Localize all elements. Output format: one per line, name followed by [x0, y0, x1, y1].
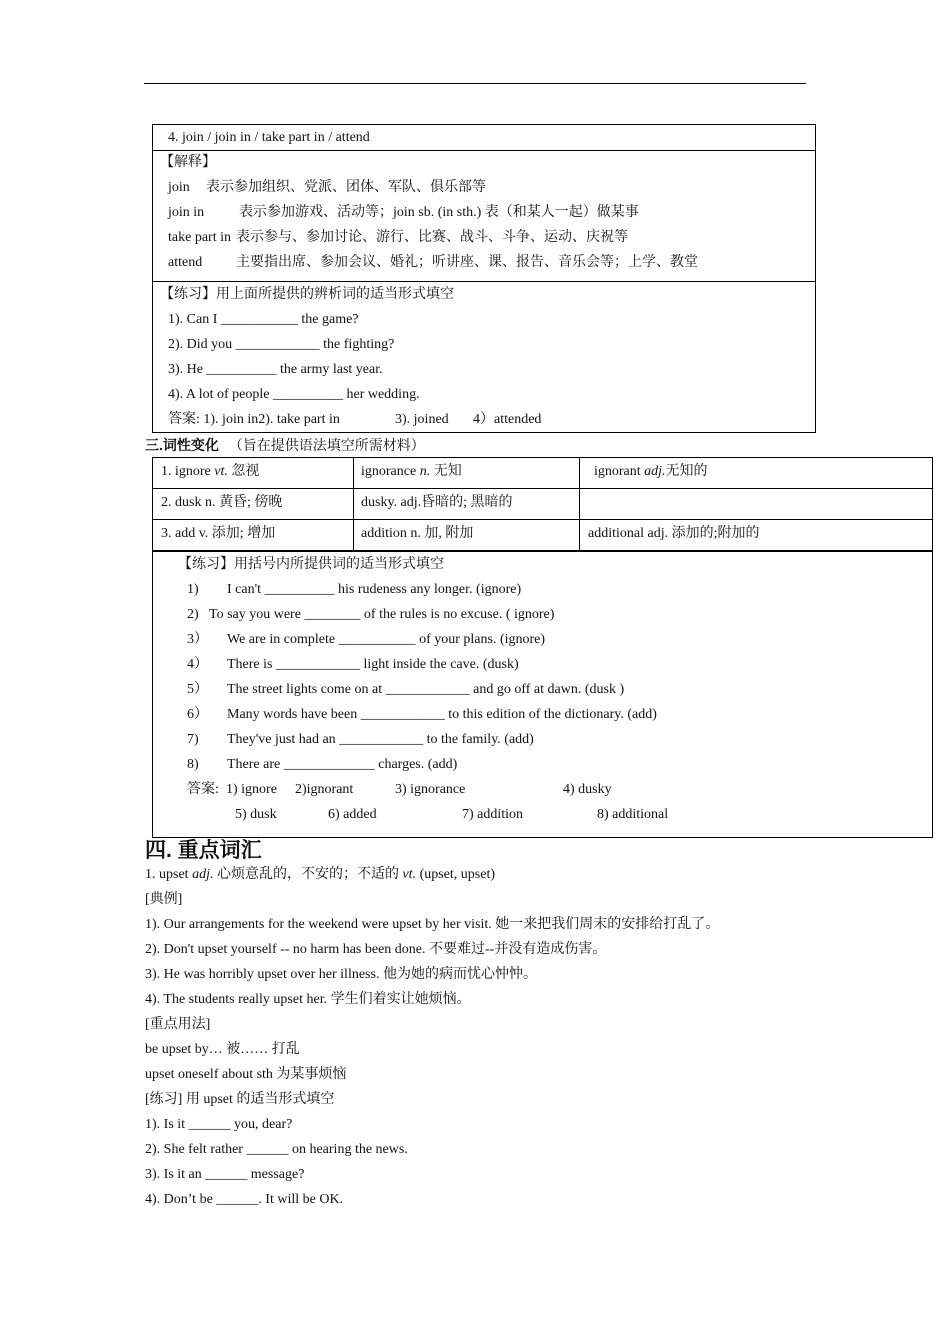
- practice-question: 1). Can I ___________ the game?: [168, 312, 359, 327]
- answer: 6) added: [328, 807, 377, 822]
- exercise-number: 5）: [187, 682, 208, 697]
- def-text: 主要指出席、参加会议、婚礼；听讲座、课、报告、音乐会等；上学、教堂: [236, 255, 698, 270]
- def-text: 表示参加游戏、活动等；join sb. (in sth.) 表（和某人一起）做某事: [239, 205, 639, 220]
- practice-question: 3). He __________ the army last year.: [168, 362, 383, 377]
- practice-question: 2). She felt rather ______ on hearing the news.: [145, 1142, 408, 1157]
- def-text: 表示参与、参加讨论、游行、比赛、战斗、斗争、运动、庆祝等: [236, 230, 628, 245]
- exercise-sentence: We are in complete ___________ of your plans. (ignore): [227, 632, 546, 647]
- exercise-sentence: To say you were ________ of the rules is no excuse. ( ignore): [209, 607, 555, 622]
- practice-question: 1). Is it ______ you, dear?: [145, 1117, 293, 1132]
- answer: 2)ignorant: [295, 782, 354, 797]
- exercise-number: 8): [187, 757, 199, 772]
- exercise-number: 4）: [187, 657, 208, 672]
- def-word: join in: [168, 205, 205, 220]
- exercise-sentence: I can't __________ his rudeness any longer. (ignore): [227, 582, 522, 597]
- answer: 3). joined: [395, 412, 449, 427]
- table-rule: [579, 457, 580, 551]
- answer: 8) additional: [597, 807, 669, 822]
- table-cell: 1. ignore vt. 忽视: [161, 464, 260, 479]
- table-cell: 3. add v. 添加; 增加: [161, 526, 276, 541]
- answer: 4）attended: [473, 412, 542, 427]
- def-word: join: [168, 180, 190, 195]
- exercise-number: 6）: [187, 707, 208, 722]
- practice-question: 2). Did you ____________ the fighting?: [168, 337, 395, 352]
- answer: 7) addition: [462, 807, 524, 822]
- practice-header: [练习] 用 upset 的适当形式填空: [145, 1092, 335, 1107]
- exercise-sentence: There are _____________ charges. (add): [227, 757, 458, 772]
- exercise-number: 1): [187, 582, 199, 597]
- table-rule: [353, 457, 354, 551]
- table-cell: additional adj. 添加的;附加的: [588, 526, 760, 541]
- usage-line: be upset by… 被…… 打乱: [145, 1042, 300, 1057]
- practice-question: 4). A lot of people __________ her wedding.: [168, 387, 420, 402]
- exercise-number: 2): [187, 607, 199, 622]
- exercise-sentence: There is ____________ light inside the cave. (dusk): [227, 657, 519, 672]
- answer: 1) ignore: [226, 782, 277, 797]
- practice-question: 3). Is it an ______ message?: [145, 1167, 305, 1182]
- answer: 5) dusk: [235, 807, 277, 822]
- example-sentence: 2). Don't upset yourself -- no harm has been done. 不要难过--并没有造成伤害。: [145, 942, 607, 957]
- exercise-number: 3）: [187, 632, 208, 647]
- example-sentence: 1). Our arrangements for the weekend were upset by her visit. 她一来把我们周末的安排给打乱了。: [145, 917, 720, 932]
- comparison-title: 4. join / join in / take part in / attend: [168, 130, 370, 145]
- answer: 4) dusky: [563, 782, 612, 797]
- section-title: 三.词性变化: [145, 437, 219, 453]
- example-sentence: 3). He was horribly upset over her illness. 他为她的病而忧心忡忡。: [145, 967, 537, 982]
- exercise-number: 7): [187, 732, 199, 747]
- practice-header: 【练习】用上面所提供的辨析词的适当形式填空: [160, 287, 454, 302]
- exercise-sentence: The street lights come on at ____________ and go off at dawn. (dusk ): [227, 682, 625, 697]
- table-rule: [152, 519, 932, 520]
- header-rule: [144, 83, 806, 84]
- usage-line: upset oneself about sth 为某事烦恼: [145, 1067, 347, 1082]
- practice-header: 【练习】用括号内所提供词的适当形式填空: [178, 557, 444, 572]
- section-heading: [145, 436, 425, 456]
- usage-header: [重点用法]: [145, 1017, 211, 1032]
- table-rule: [152, 488, 932, 489]
- table-cell: 2. dusk n. 黄昏; 傍晚: [161, 495, 283, 510]
- example-header: [典例]: [145, 892, 183, 907]
- explain-header: 【解释】: [160, 155, 216, 170]
- def-word: take part in: [168, 230, 231, 245]
- answer-line: 答案: 1). join in2). take part in: [168, 412, 340, 427]
- table-cell: ignorance n. 无知: [361, 464, 462, 479]
- divider: [152, 150, 815, 151]
- table-cell: addition n. 加, 附加: [361, 526, 474, 541]
- exercise-sentence: They've just had an ____________ to the family. (add): [227, 732, 534, 747]
- section-note: （旨在提供语法填空所需材料）: [228, 439, 425, 454]
- vocab-item: 1. upset adj. 心烦意乱的，不安的；不适的 vt. (upset, upset): [145, 867, 495, 882]
- table-cell: dusky. adj.昏暗的; 黑暗的: [361, 495, 513, 510]
- example-sentence: 4). The students really upset her. 学生们着实让她烦恼。: [145, 992, 471, 1007]
- answer: 3) ignorance: [395, 782, 466, 797]
- divider: [152, 281, 815, 282]
- table-cell: ignorant adj.无知的: [594, 464, 708, 479]
- section-title: 四. 重点词汇: [145, 839, 262, 862]
- exercise-sentence: Many words have been ____________ to this edition of the dictionary. (add): [227, 707, 657, 722]
- def-word: attend: [168, 255, 203, 270]
- answer-label: 答案:: [187, 782, 219, 797]
- practice-question: 4). Don’t be ______. It will be OK.: [145, 1192, 344, 1207]
- def-text: 表示参加组织、党派、团体、军队、俱乐部等: [206, 180, 486, 195]
